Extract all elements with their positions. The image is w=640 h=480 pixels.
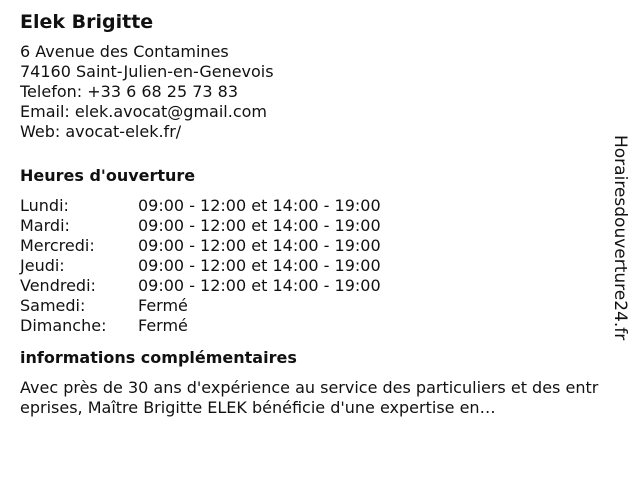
contact-block <box>20 42 605 142</box>
phone-number[interactable]: Telefon: +33 6 68 25 73 83 <box>20 82 239 101</box>
site-watermark: Horairesdouverture24.fr <box>610 135 630 341</box>
address-line-2: 74160 Saint-Julien-en-Genevois <box>20 62 274 81</box>
day-label: Samedi: <box>20 296 86 315</box>
hours-row-monday <box>20 196 605 216</box>
day-hours: 09:00 - 12:00 et 14:00 - 19:00 <box>138 256 381 275</box>
day-label: Dimanche: <box>20 316 107 335</box>
hours-row-saturday <box>20 296 605 316</box>
day-hours: 09:00 - 12:00 et 14:00 - 19:00 <box>138 196 381 215</box>
day-label: Mercredi: <box>20 236 95 255</box>
info-description: Avec près de 30 ans d'expérience au service des particuliers et des entreprises, Maître Brigitte ELEK bénéficie d'une expertise en… <box>20 378 599 417</box>
day-hours: Fermé <box>138 316 188 335</box>
day-label: Lundi: <box>20 196 69 215</box>
day-hours: 09:00 - 12:00 et 14:00 - 19:00 <box>138 276 381 295</box>
address-line-1: 6 Avenue des Contamines <box>20 42 229 61</box>
day-hours: Fermé <box>138 296 188 315</box>
hours-row-tuesday <box>20 216 605 236</box>
day-hours: 09:00 - 12:00 et 14:00 - 19:00 <box>138 236 381 255</box>
hours-row-thursday <box>20 256 605 276</box>
hours-title: Heures d'ouverture <box>20 166 196 185</box>
day-label: Jeudi: <box>20 256 65 275</box>
business-name: Elek Brigitte <box>20 11 154 33</box>
business-card <box>20 8 605 418</box>
website-link[interactable]: Web: avocat-elek.fr/ <box>20 122 182 141</box>
day-label: Vendredi: <box>20 276 96 295</box>
email-address[interactable]: Email: elek.avocat@gmail.com <box>20 102 267 121</box>
day-label: Mardi: <box>20 216 70 235</box>
info-title: informations complémentaires <box>20 348 297 367</box>
hours-row-wednesday <box>20 236 605 256</box>
hours-row-sunday <box>20 316 605 336</box>
hours-table <box>20 196 605 336</box>
hours-row-friday <box>20 276 605 296</box>
day-hours: 09:00 - 12:00 et 14:00 - 19:00 <box>138 216 381 235</box>
